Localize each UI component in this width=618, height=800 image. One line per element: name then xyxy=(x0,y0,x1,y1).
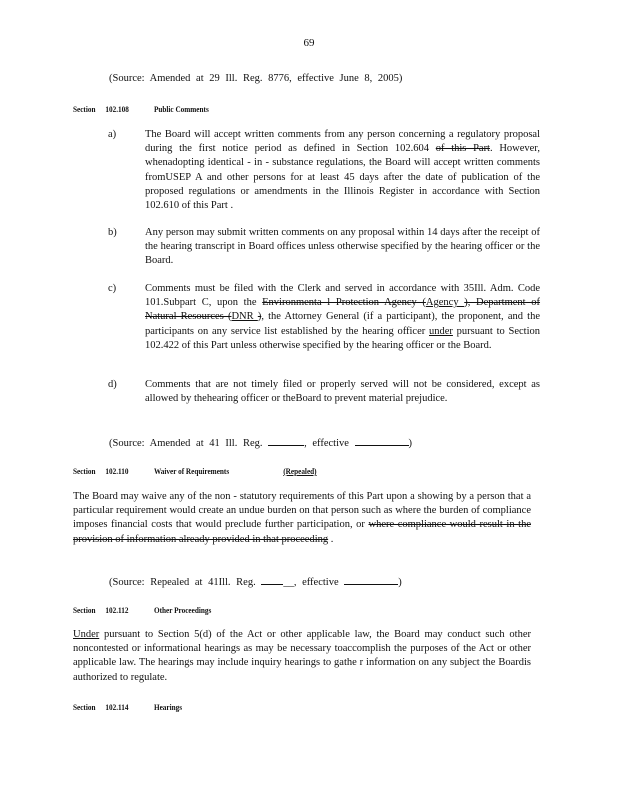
item-c-text-1: Comments must be filed with the Clerk and served in accordance with 35Ill. Adm. Code 101.Subpart C, upon the xyxy=(145,283,540,309)
item-c-underlined: under xyxy=(429,325,453,337)
section-title: Waiver of Requirements xyxy=(153,466,230,476)
source-note-amended-2005: (Source: Amended at 29 Ill. Reg. 8776, effective June 8, 2005) xyxy=(109,73,403,84)
blank-reg-number xyxy=(268,435,304,446)
section-heading-102-110 xyxy=(73,464,332,478)
item-a-struck-text: of this Part xyxy=(435,143,490,155)
para-112-text: pursuant to Section 5(d) of the Act or other applicable law, the Board may conduct such other noncontested or informational hearings as may be necessary toaccomplish the purposes of the Act or other applicable law. The hearings may include inquiry hearings to gathe r information on any subject the Boardis authorized to regulate. xyxy=(73,629,531,683)
item-a-text-before: The Board will accept written comments from any person concerning a regulatory proposal during the first notice period as defined in Section 102.604 xyxy=(145,129,540,155)
source-2-start: (Source: Amended at 41 Ill. Reg. xyxy=(109,438,263,449)
blank-effective-date xyxy=(355,435,409,446)
page-number: 69 xyxy=(303,37,315,49)
item-c-inserted-1: Agency xyxy=(425,297,465,309)
section-label: Section xyxy=(73,466,96,476)
para-110-struck: where compliance would result in the provision of information already provided in that proceeding xyxy=(73,519,531,545)
section-title: Public Comments xyxy=(153,104,209,114)
section-title: Other Proceedings xyxy=(153,605,212,615)
source-2-end: ) xyxy=(408,438,413,449)
blank-effective-date xyxy=(344,574,398,585)
item-c-text-4: , the Attorney General (if a participant), the proponent, and the participants on any service list established by the hearing officer xyxy=(145,311,541,337)
source-2-mid: , effective xyxy=(304,438,349,449)
source-3-end: ) xyxy=(398,577,402,588)
source-note-repealed-41 xyxy=(109,574,402,590)
section-title: Hearings xyxy=(153,702,183,712)
section-heading-102-112 xyxy=(73,603,211,617)
section-label: Section xyxy=(73,702,96,712)
section-number: 102.110 xyxy=(105,466,129,476)
item-text-d: Comments that are not timely filed or properly served will not be considered, except as allowed by thehearing officer or theBoard to prevent material prejudice. xyxy=(145,379,540,405)
section-repealed-label: (Repealed) xyxy=(283,466,317,476)
section-number: 102.114 xyxy=(105,702,129,712)
item-a-text-after: . However, whenadopting identical - in - substance regulations, the Board will accept written comments fromUSEP A and other persons for at least 45 days after the date of publication of the proposed regulations or amendments in the Illinois Register in accordance with Section 102.610 of this Part . xyxy=(145,143,541,212)
paragraph-102-112 xyxy=(73,628,531,685)
item-c-inserted-2: DNR xyxy=(231,311,258,323)
item-letter-b: b) xyxy=(108,227,117,238)
item-text-a xyxy=(145,128,540,213)
item-c-text-5: pursuant to Section 102.422 of this Part unless otherwise specified by the hearing officer or the Board. xyxy=(145,325,541,351)
source-note-amended-41 xyxy=(109,435,412,451)
section-label: Section xyxy=(73,605,96,615)
paragraph-102-110 xyxy=(73,490,531,547)
blank-reg-number xyxy=(261,574,283,585)
item-c-struck-1: Environmenta l Protection Agency ( xyxy=(262,297,426,309)
item-text-c xyxy=(145,282,540,353)
source-3-start: (Source: Repealed at 41Ill. Reg. xyxy=(109,577,256,588)
item-letter-c: c) xyxy=(108,283,117,294)
para-110-end: . xyxy=(328,533,334,545)
section-number: 102.108 xyxy=(105,104,129,114)
item-letter-d: d) xyxy=(108,379,117,390)
section-number: 102.112 xyxy=(105,605,129,615)
item-text-b: Any person may submit written comments on any proposal within 14 days after the receipt of the hearing transcript in Board offices unless otherwise specified by the hearing officer or the Board. xyxy=(145,227,540,267)
item-letter-a: a) xyxy=(108,129,117,140)
para-110-text: The Board may waive any of the non - statutory requirements of this Part upon a showing by a person that a particular requirement would create an undue burden on that person such as where the burden of compliance imposes financial costs that would preclude further participation, or xyxy=(73,491,531,531)
para-112-underlined: Under xyxy=(73,629,100,640)
section-label: Section xyxy=(73,104,96,114)
section-heading-102-108 xyxy=(73,102,209,116)
section-heading-102-114 xyxy=(73,700,182,714)
item-c-struck-2: ), Department of Natural Resources ( xyxy=(145,297,541,323)
item-c-struck-3: ) xyxy=(257,311,262,323)
source-3-mid: __, effective xyxy=(283,577,339,588)
